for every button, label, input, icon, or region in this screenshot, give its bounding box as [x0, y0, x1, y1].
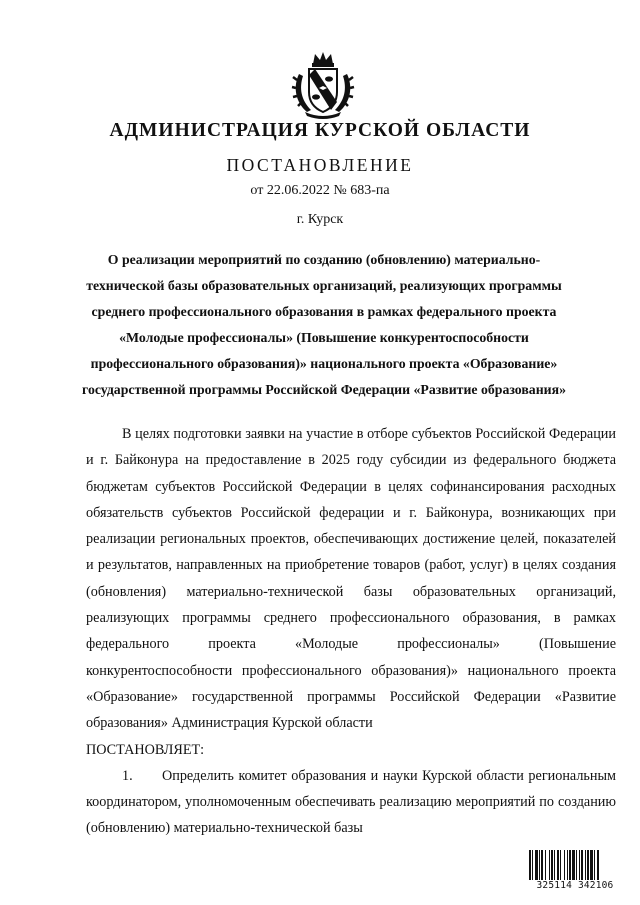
- organization-title: АДМИНИСТРАЦИЯ КУРСКОЙ ОБЛАСТИ: [109, 120, 531, 141]
- document-subject: О реализации мероприятий по созданию (обновлению) материально-технической базы образовательных организаций, реализующих программы среднего профессионального образования в рамках федерального проекта «Молодые профессионалы» (Повышение конкурентоспособности профессионального образования)» национального проекта «Образование» государственной программы Российской Федерации «Развитие образования»: [82, 252, 566, 397]
- point-1-paragraph: [86, 763, 616, 842]
- resolves-line: ПОСТАНОВЛЯЕТ:: [86, 741, 205, 758]
- document-city: г. Курск: [296, 212, 344, 227]
- point-1-text: Определить комитет образования и науки Курской области региональным координатором, уполномоченным обеспечивать реализацию мероприятий по созданию (обновлению) материально-технической базы: [86, 767, 616, 837]
- document-type: ПОСТАНОВЛЕНИЕ: [226, 155, 414, 175]
- preamble-paragraph: В целях подготовки заявки на участие в отборе субъектов Российской Федерации и г. Байконура на предоставление в 2025 году субсидии из федерального бюджета бюджетам субъектов Российской Федерации в целях софинансирования расходных обязательств субъектов Российской федерации и г. Байконура, возникающих при реализации региональных проектов, обеспечивающих достижение целей, показателей и результатов, направленных на приобретение товаров (работ, услуг) в целях создания (обновления) материально-технической базы образовательных организаций, реализующих программы среднего профессионального образования, в рамках федерального проекта «Молодые профессионалы» (Повышение конкурентоспособности профессионального образования)» национального проекта «Образование» государственной программы Российской Федерации «Развитие образования» Администрация Курской области: [86, 426, 616, 732]
- barcode-number: 325114 342106: [528, 880, 622, 891]
- document-date-number: от 22.06.2022 № 683-па: [250, 183, 390, 198]
- kursk-coat-of-arms-icon: [291, 50, 355, 120]
- document-body: [86, 421, 616, 842]
- point-1-number: 1.: [122, 767, 133, 784]
